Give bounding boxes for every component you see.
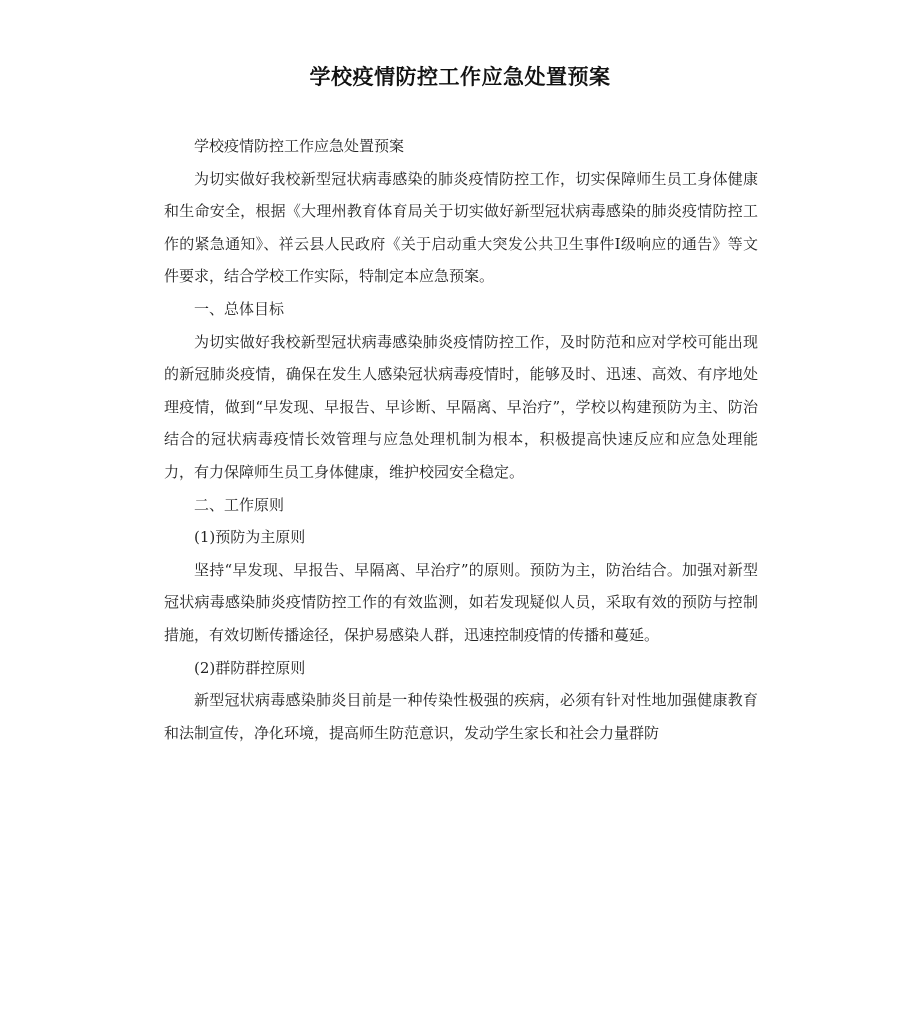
subheading-prevention-first: (1)预防为主原则: [194, 528, 306, 547]
paragraph-overall-goal: 为切实做好我校新型冠状病毒感染肺炎疫情防控工作，及时防范和应对学校可能出现的新冠肺炎疫情，确保在发生人感染冠状病毒疫情时，能够及时、迅速、高效、有序地处理疫情，做到“早发现、早报告、早诊断、早隔离、早治疗”，学校以构建预防为主、防治结合的冠状病毒疫情长效管理与应急处理机制为根本，积极提高快速反应和应急处理能力，有力保障师生员工身体健康，维护校园安全稳定。: [164, 332, 758, 481]
paragraph-intro: 为切实做好我校新型冠状病毒感染的肺炎疫情防控工作，切实保障师生员工身体健康和生命安全，根据《大理州教育体育局关于切实做好新型冠状病毒感染的肺炎疫情防控工作的紧急通知》、祥云县人民政府《关于启动重大突发公共卫生事件Ⅰ级响应的通告》等文件要求，结合学校工作实际，特制定本应急预案。: [164, 169, 758, 286]
subheading-group-prevention: (2)群防群控原则: [194, 658, 306, 677]
section-heading-principles: 二、工作原则: [194, 495, 285, 514]
section-heading-overall-goal: 一、总体目标: [194, 299, 285, 318]
paragraph-subtitle: 学校疫情防控工作应急处置预案: [194, 137, 405, 155]
document-body: [164, 130, 758, 749]
paragraph-group-prevention: 新型冠状病毒感染肺炎目前是一种传染性极强的疾病，必须有针对性地加强健康教育和法制宣传，净化环境，提高师生防范意识，发动学生家长和社会力量群防: [164, 691, 758, 742]
paragraph-prevention-first: 坚持“早发现、早报告、早隔离、早治疗”的原则。预防为主，防治结合。加强对新型冠状病毒感染肺炎疫情防控工作的有效监测，如若发现疑似人员，采取有效的预防与控制措施，有效切断传播途径，保护易感染人群，迅速控制疫情的传播和蔓延。: [164, 560, 758, 644]
document-title: 学校疫情防控工作应急处置预案: [309, 65, 611, 89]
